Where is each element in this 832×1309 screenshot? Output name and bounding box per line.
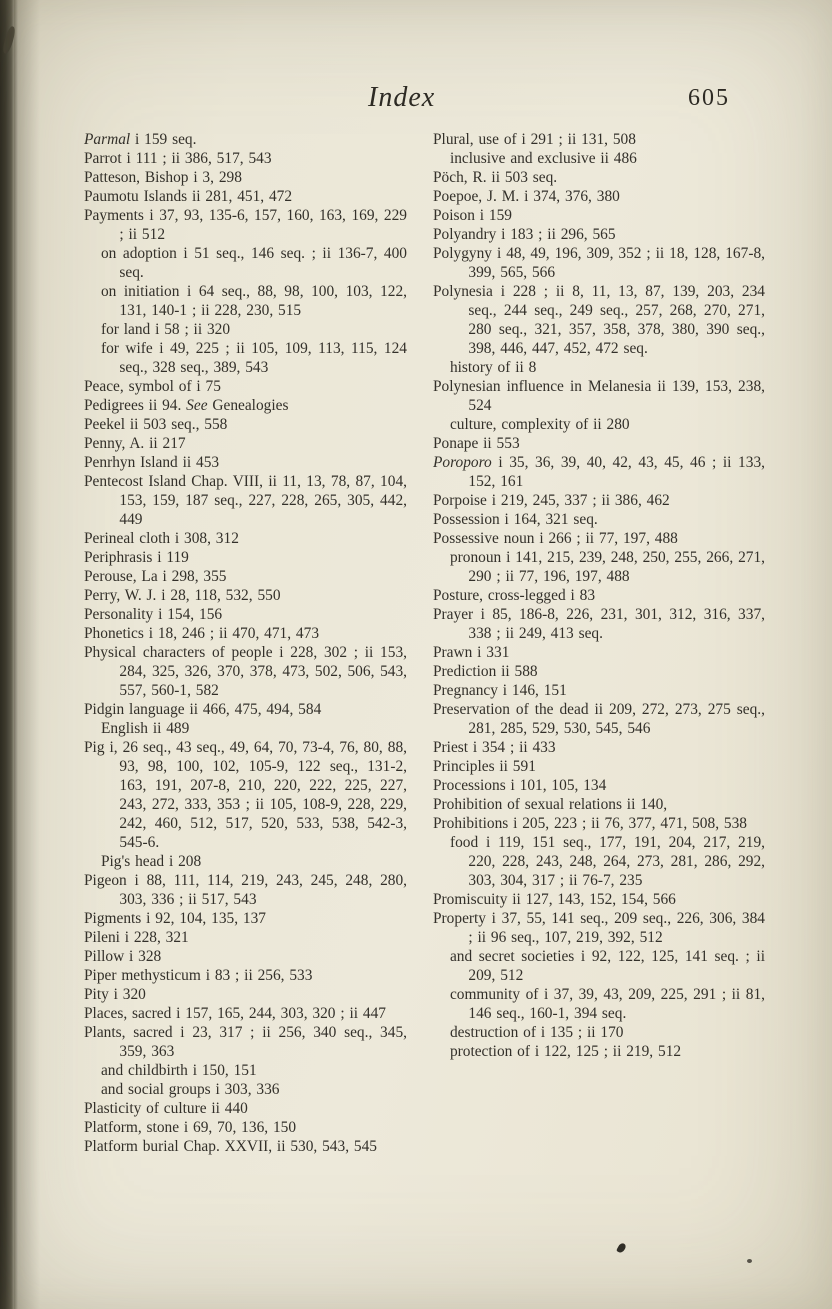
index-entry: Pity i 320 [84,986,146,1003]
index-entry: history of ii 8 [449,359,537,376]
page-title: Index [368,82,436,113]
index-entry: Prawn i 331 [433,644,510,661]
index-entry: Principles ii 591 [433,758,536,775]
index-columns [84,130,765,1156]
index-entry: Polynesian influence in Melanesia ii 139, 153, 238, 524 [433,378,765,414]
index-entry: Periphrasis i 119 [84,549,189,566]
index-entry: Perry, W. J. i 28, 118, 532, 550 [84,587,281,604]
page-number: 605 [688,85,730,111]
index-entry: Poepoe, J. M. i 374, 376, 380 [433,188,620,205]
index-column-right [433,130,765,1156]
index-entry: Preservation of the dead ii 209, 272, 273, 275 seq., 281, 285, 529, 530, 545, 546 [433,701,765,737]
index-entry: Penny, A. ii 217 [84,435,186,452]
index-entry: Plants, sacred i 23, 317 ; ii 256, 340 seq., 345, 359, 363 [84,1024,407,1060]
index-entry: Pigments i 92, 104, 135, 137 [84,910,266,927]
index-entry: Peace, symbol of i 75 [84,378,221,395]
index-entry: Pigeon i 88, 111, 114, 219, 243, 245, 248, 280, 303, 336 ; ii 517, 543 [84,872,407,908]
index-entry: Possessive noun i 266 ; ii 77, 197, 488 [433,530,678,547]
index-entry: Piper methysticum i 83 ; ii 256, 533 [84,967,313,984]
index-entry: Ponape ii 553 [433,435,520,452]
index-entry: Posture, cross-legged i 83 [433,587,596,604]
index-entry: for land i 58 ; ii 320 [100,321,231,338]
index-entry: Pig's head i 208 [100,853,202,870]
index-entry: Processions i 101, 105, 134 [433,777,607,794]
index-entry: Personality i 154, 156 [84,606,223,623]
index-entry: Peekel ii 503 seq., 558 [84,416,228,433]
index-entry: Platform, stone i 69, 70, 136, 150 [84,1119,297,1136]
index-entry: Pileni i 228, 321 [84,929,189,946]
index-entry: Poison i 159 [433,207,512,224]
index-entry: Payments i 37, 93, 135-6, 157, 160, 163, 169, 229 ; ii 512 [84,207,407,243]
index-entry: and secret societies i 92, 122, 125, 141 seq. ; ii 209, 512 [449,948,765,984]
index-entry: community of i 37, 39, 43, 209, 225, 291 ; ii 81, 146 seq., 160-1, 394 seq. [449,986,765,1022]
index-entry: Prohibitions i 205, 223 ; ii 76, 377, 471, 508, 538 [433,815,747,832]
index-entry: Promiscuity ii 127, 143, 152, 154, 566 [433,891,676,908]
index-entry: Polynesia i 228 ; ii 8, 11, 13, 87, 139, 203, 234 seq., 244 seq., 249 seq., 257, 268, 270, 271, 280 seq., 321, 357, 358, 378, 380, 390 seq., 398, 446, 447, 452, 472 seq. [433,283,765,357]
index-entry: Pillow i 328 [84,948,162,965]
index-entry: culture, complexity of ii 280 [449,416,630,433]
index-entry: Polygyny i 48, 49, 196, 309, 352 ; ii 18, 128, 167-8, 399, 565, 566 [433,245,765,281]
index-entry: pronoun i 141, 215, 239, 248, 250, 255, 266, 271, 290 ; ii 77, 196, 197, 488 [449,549,765,585]
index-entry: Pentecost Island Chap. VIII, ii 11, 13, 78, 87, 104, 153, 159, 187 seq., 227, 228, 265, 305, 442, 449 [84,473,407,528]
index-column-left [84,130,407,1156]
index-entry: Places, sacred i 157, 165, 244, 303, 320 ; ii 447 [84,1005,386,1022]
binding-shadow [14,0,40,1309]
index-entry: Pig i, 26 seq., 43 seq., 49, 64, 70, 73-4, 76, 80, 88, 93, 98, 100, 102, 105-9, 122 seq., 131-2, 163, 191, 207-8, 210, 220, 222, 225, 227, 243, 272, 333, 353 ; ii 105, 108-9, 228, 229, 242, 460, 512, 517, 520, 533, 538, 542-3, 545-6. [84,739,407,851]
index-entry: Penrhyn Island ii 453 [84,454,220,471]
index-entry: Physical characters of people i 228, 302 ; ii 153, 284, 325, 326, 370, 378, 473, 502, 506, 543, 557, 560-1, 582 [84,644,407,699]
index-entry: Platform burial Chap. XXVII, ii 530, 543, 545 [84,1138,377,1155]
index-entry: and childbirth i 150, 151 [100,1062,257,1079]
index-entry: Poroporo i 35, 36, 39, 40, 42, 43, 45, 46 ; ii 133, 152, 161 [433,454,765,490]
scan-speck [747,1259,752,1263]
index-entry: for wife i 49, 225 ; ii 105, 109, 113, 115, 124 seq., 328 seq., 389, 543 [100,340,407,376]
index-entry: Phonetics i 18, 246 ; ii 470, 471, 473 [84,625,320,642]
index-entry: on initiation i 64 seq., 88, 98, 100, 103, 122, 131, 140-1 ; ii 228, 230, 515 [100,283,407,319]
index-entry: Perineal cloth i 308, 312 [84,530,239,547]
index-entry: Patteson, Bishop i 3, 298 [84,169,242,186]
index-entry: protection of i 122, 125 ; ii 219, 512 [449,1043,682,1060]
index-entry: Possession i 164, 321 seq. [433,511,598,528]
index-entry: Prohibition of sexual relations ii 140, [433,796,668,813]
index-entry: destruction of i 135 ; ii 170 [449,1024,624,1041]
index-entry: Paumotu Islands ii 281, 451, 472 [84,188,293,205]
index-entry: Property i 37, 55, 141 seq., 209 seq., 226, 306, 384 ; ii 96 seq., 107, 219, 392, 512 [433,910,765,946]
index-entry: food i 119, 151 seq., 177, 191, 204, 217, 219, 220, 228, 243, 248, 264, 273, 281, 286, 292, 303, 304, 317 ; ii 76-7, 235 [449,834,765,889]
index-entry: Perouse, La i 298, 355 [84,568,227,585]
index-entry: Priest i 354 ; ii 433 [433,739,556,756]
index-entry: English ii 489 [100,720,190,737]
index-entry: inclusive and exclusive ii 486 [449,150,637,167]
index-entry: and social groups i 303, 336 [100,1081,280,1098]
index-entry: Pregnancy i 146, 151 [433,682,567,699]
index-entry: Pöch, R. ii 503 seq. [433,169,558,186]
index-entry: Pedigrees ii 94. See Genealogies [84,397,289,414]
index-entry: Pidgin language ii 466, 475, 494, 584 [84,701,322,718]
index-entry: Prediction ii 588 [433,663,538,680]
index-entry: Parmal i 159 seq. [84,131,197,148]
index-entry: on adoption i 51 seq., 146 seq. ; ii 136-7, 400 seq. [100,245,407,281]
index-entry: Plasticity of culture ii 440 [84,1100,248,1117]
index-entry: Porpoise i 219, 245, 337 ; ii 386, 462 [433,492,670,509]
index-entry: Parrot i 111 ; ii 386, 517, 543 [84,150,272,167]
scan-speck [616,1242,627,1254]
index-entry: Plural, use of i 291 ; ii 131, 508 [433,131,636,148]
index-entry: Polyandry i 183 ; ii 296, 565 [433,226,616,243]
index-entry: Prayer i 85, 186-8, 226, 231, 301, 312, 316, 337, 338 ; ii 249, 413 seq. [433,606,765,642]
